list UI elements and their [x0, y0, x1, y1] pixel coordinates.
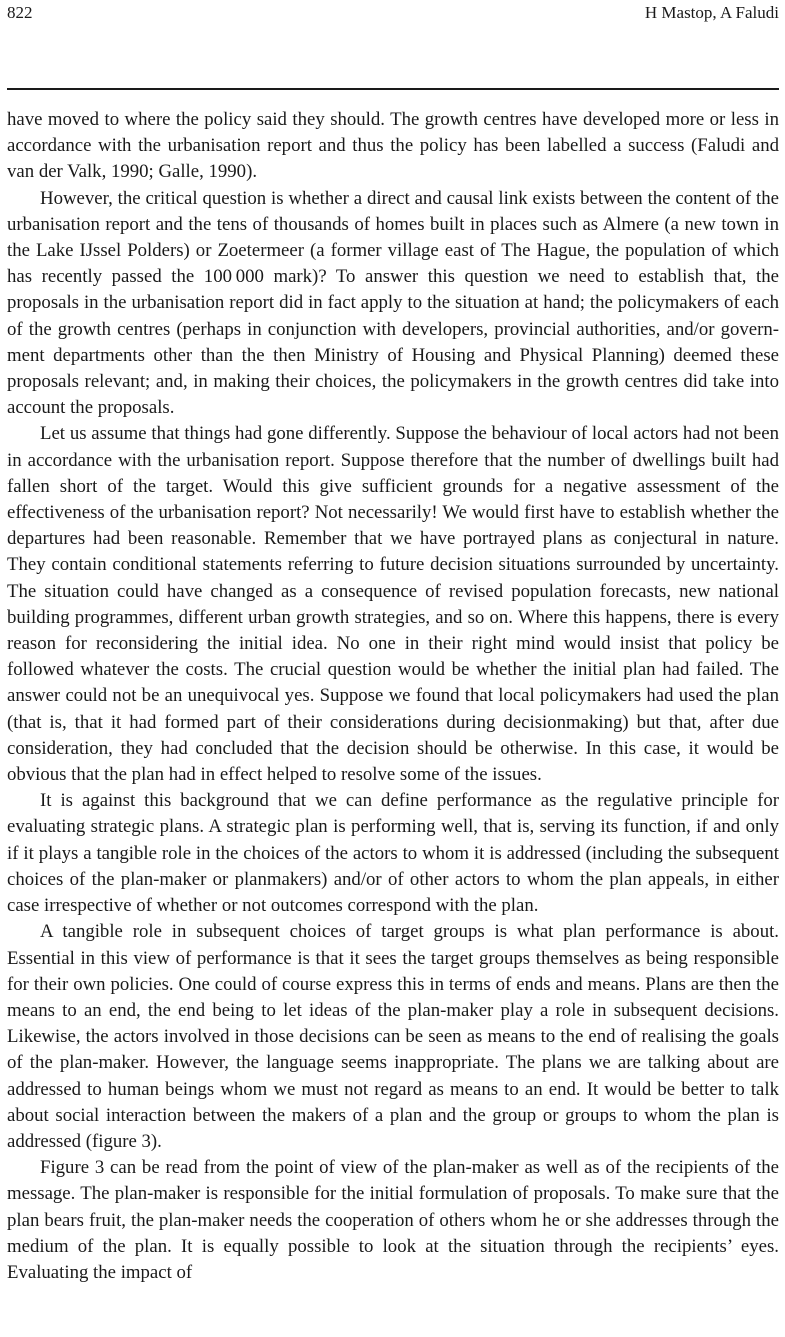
- page-header: [7, 0, 779, 30]
- paragraph-continued: have moved to where the policy said they should. The growth centres have developed more or less in accordance with the urbanisation report and thus the policy has been labelled a success (Faludi and van der Valk, 1990; Galle, 1990).: [7, 109, 779, 183]
- paragraph-assume-differently: Let us assume that things had gone differently. Suppose the behaviour of local actors had not been in accordance with the urbanisation report. Suppose therefore that the number of dwellings built had fallen short of the target. Would this give sufficient grounds for a negative assessment of the effectiveness of the urbanisation report? Not necessarily! We would first have to establish whether the departures had been reasonable. Remember that we have portrayed plans as conjectural in nature. They contain conditional statements referring to future decision situations surrounded by uncertainty. The situation could have changed as a consequence of revised population forecasts, new national building programmes, different urban growth strategies, and so on. Where this happens, there is every reason for reconsidering the initial idea. No one in their right mind would insist that policy be followed whatever the costs. The crucial question would be whether the initial plan had failed. The answer could not be an unequivocal yes. Suppose we found that local policymakers had used the plan (that is, that it had formed part of their considerations during decisionmaking) but that, after due consideration, they had concluded that the decision should be otherwise. In this case, it would be obvious that the plan had in effect helped to resolve some of the issues.: [7, 423, 779, 786]
- running-head-authors: H Mastop, A Faludi: [644, 3, 779, 22]
- body-text: [7, 107, 779, 1286]
- paragraph-performance-definition: It is against this background that we can define performance as the regulative principle for evaluating strategic plans. A strategic plan is performing well, that is, serving its function, if and only if it plays a tangible role in the choices of the actors to whom it is addressed (including the subsequent choices of the plan-maker or planmakers) and/or of other actors to whom the plan appeals, in either case irrespective of whether or not outcomes correspond with the plan.: [7, 790, 779, 917]
- paragraph-critical-question: However, the critical question is whether a direct and causal link exists between the content of the urbanisation report and the tens of thousands of homes built in places such as Almere (a new town in the Lake IJssel Polders) or Zoetermeer (a former village east of The Hague, the population of which has recently passed the 100 000 mark)? To answer this question we need to establish that, the proposals in the urbanisation report did in fact apply to the situation at hand; the policymakers of each of the growth centres (perhaps in conjunction with developers, provincial authorities, and/or government departments other than the then Ministry of Housing and Physical Planning) deemed these proposals relevant; and, in making their choices, the policymakers in the growth centres did take into account the proposals.: [7, 187, 779, 419]
- page-number: 822: [7, 3, 33, 22]
- paragraph-figure-3: Figure 3 can be read from the point of view of the plan-maker as well as of the recipients of the message. The plan-maker is responsible for the initial formulation of proposals. To make sure that the plan bears fruit, the plan-maker needs the cooperation of others whom he or she addresses through the medium of the plan. It is equally possible to look at the situation through the recipients’ eyes. Evaluating the impact of: [7, 1157, 779, 1283]
- header-rule: [7, 88, 779, 90]
- paragraph-tangible-role: A tangible role in subsequent choices of target groups is what plan performance is about. Essential in this view of performance is that it sees the target groups themselves as being responsible for their own policies. One could of course express this in terms of ends and means. Plans are then the means to an end, the end being to let ideas of the plan-maker play a role in subsequent decisions. Likewise, the actors involved in those decisions can be seen as means to the end of realising the goals of the plan-maker. However, the language seems inappropriate. The plans we are talking about are addressed to human beings whom we must not regard as means to an end. It would be better to talk about social interaction between the makers of a plan and the group or groups to whom the plan is addressed (figure 3).: [7, 921, 779, 1152]
